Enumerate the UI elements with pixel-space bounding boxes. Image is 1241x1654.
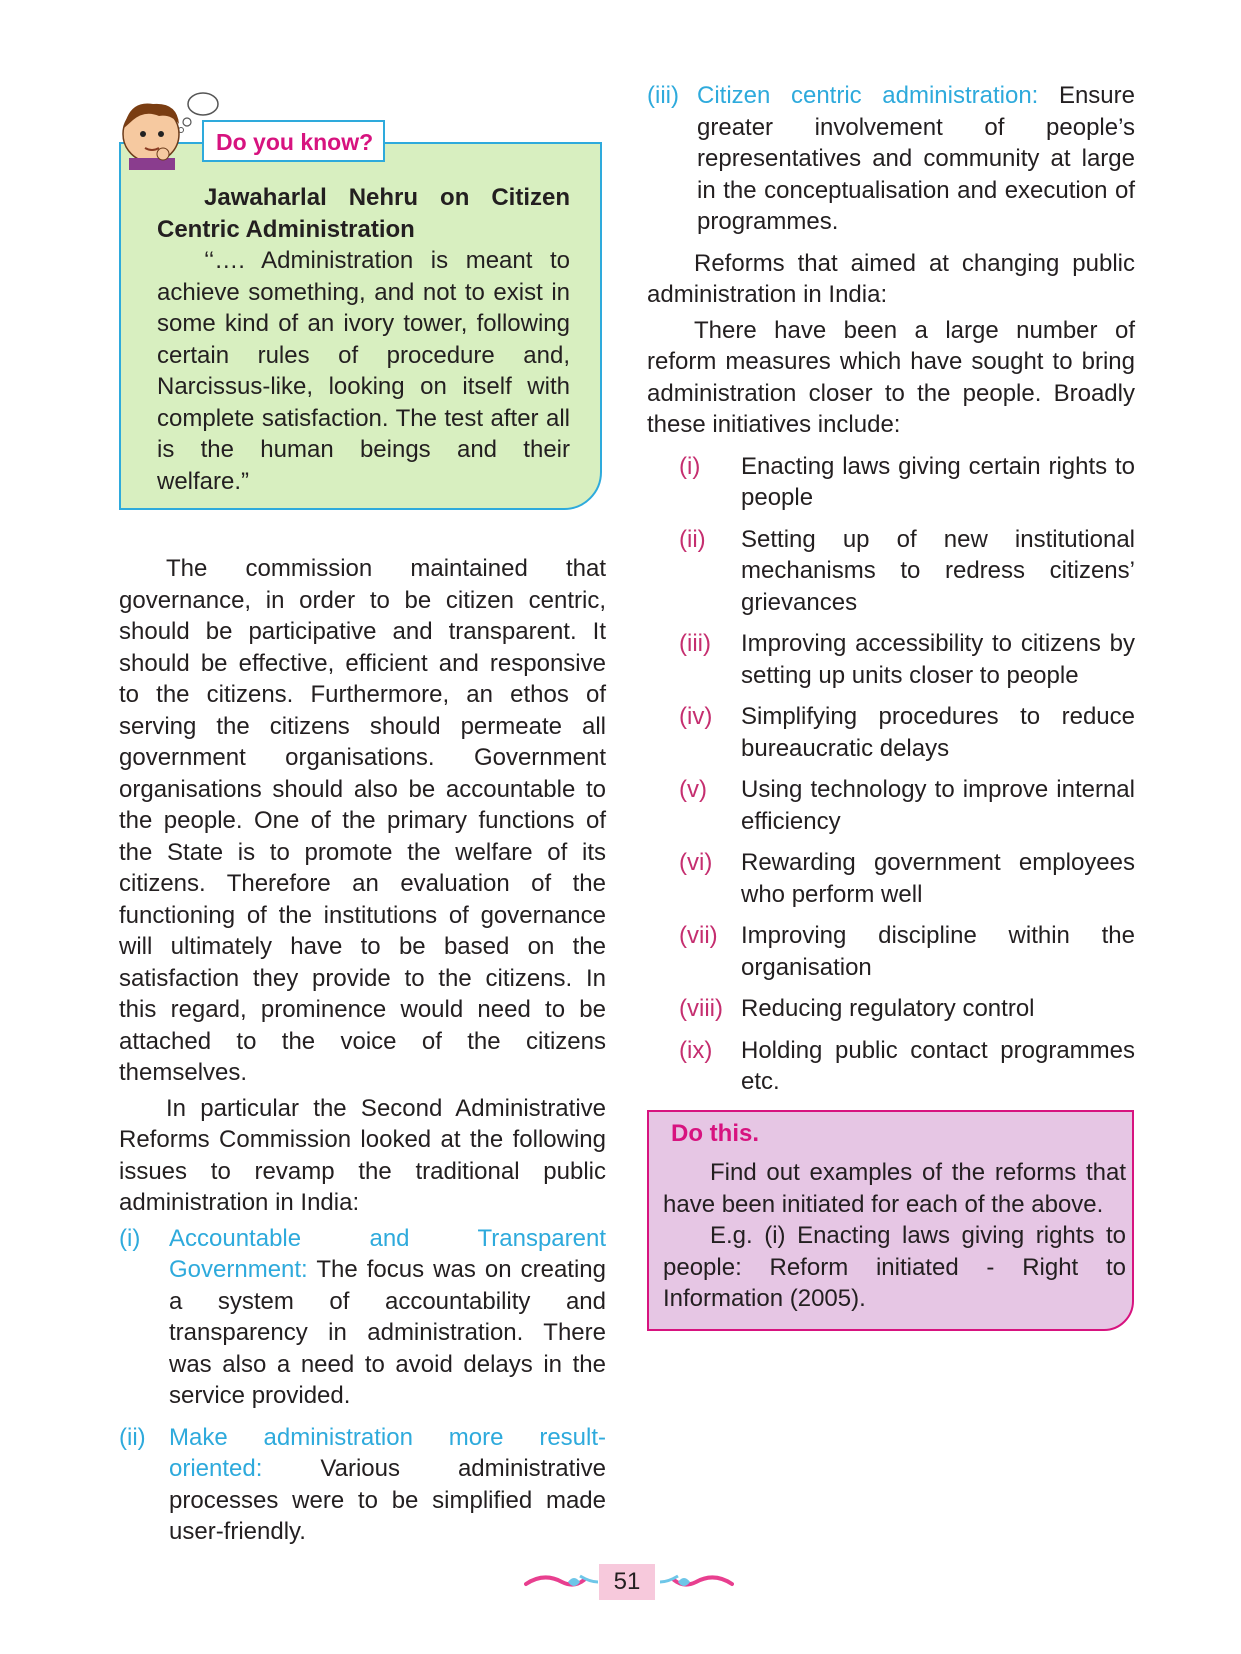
do-you-know-box xyxy=(119,90,606,515)
list-number: (vii) xyxy=(679,922,718,949)
reforms-intro: There have been a large number of reform measures which have sought to bring administration closer to the people. Broadly these initiatives include: xyxy=(647,316,1135,438)
issue-text: The focus was on creating a system of accountability and transparency in administration. There was also a need to avoid delays in the service provided. xyxy=(169,1256,606,1409)
do-this-text: Find out examples of the reforms that have been initiated for each of the above. xyxy=(663,1159,1126,1218)
issue-title: Citizen centric administration: xyxy=(697,82,1039,109)
list-item xyxy=(679,451,1135,514)
list-text: Simplifying procedures to reduce bureaucratic delays xyxy=(741,703,1135,762)
list-item xyxy=(679,920,1135,983)
list-text: Improving discipline within the organisation xyxy=(741,922,1135,981)
issue-text: Ensure greater involvement of people’s representatives and community at large in the conceptualisation and execution of programmes. xyxy=(697,82,1135,235)
list-number: (vi) xyxy=(679,849,713,876)
list-item xyxy=(679,847,1135,910)
page-number-ornament xyxy=(524,1564,734,1600)
page-number: 51 xyxy=(599,1564,655,1600)
do-you-know-content xyxy=(119,142,602,510)
left-column xyxy=(119,90,606,1558)
issue-title: Accountable and Transparent Government: xyxy=(169,1224,606,1283)
list-item xyxy=(679,1035,1135,1098)
issue-item xyxy=(119,1223,606,1412)
list-item xyxy=(679,628,1135,691)
do-this-title: Do this. xyxy=(671,1119,759,1147)
list-text: Rewarding government employees who perform well xyxy=(741,849,1135,908)
list-text: Using technology to improve internal efficiency xyxy=(741,776,1135,835)
list-text: Holding public contact programmes etc. xyxy=(741,1036,1135,1095)
list-text: Reducing regulatory control xyxy=(741,995,1035,1022)
list-number: (iii) xyxy=(679,630,711,657)
reforms-heading: Reforms that aimed at changing public administration in India: xyxy=(647,249,1135,308)
do-this-example: E.g. (i) Enacting laws giving rights to people: Reform initiated - Right to Information (2005). xyxy=(663,1222,1126,1312)
list-number: (i) xyxy=(679,452,701,480)
list-text: Improving accessibility to citizens by setting up units closer to people xyxy=(741,630,1135,689)
list-number: (viii) xyxy=(679,995,723,1022)
list-item xyxy=(679,524,1135,619)
do-this-box xyxy=(647,1110,1134,1331)
issue-number: (i) xyxy=(119,1224,141,1252)
issue-number: (ii) xyxy=(119,1423,146,1451)
initiatives-list xyxy=(647,451,1135,1098)
list-item xyxy=(679,701,1135,764)
issue-text: Various administrative processes were to be simplified made user-friendly. xyxy=(169,1455,606,1545)
issue-item xyxy=(119,1422,606,1548)
issue-number: (iii) xyxy=(647,82,679,109)
issue-item xyxy=(647,80,1135,238)
list-number: (ii) xyxy=(679,525,706,553)
arc-issues-intro: In particular the Second Administrative Reforms Commission looked at the following issues to revamp the traditional public administration in India: xyxy=(119,1094,606,1216)
list-item xyxy=(679,774,1135,837)
list-number: (v) xyxy=(679,776,707,803)
do-you-know-tab: Do you know? xyxy=(202,120,385,162)
issue-title: Make administration more result-oriented: xyxy=(169,1423,606,1482)
list-number: (iv) xyxy=(679,703,713,730)
list-number: (ix) xyxy=(679,1036,713,1064)
nehru-quote: ‘‘…. Administration is meant to achieve something, and not to exist in some kind of an ivory tower, following certain rules of procedure and, Narcissus-like, looking on itself with complete satisfaction. The test after all is the human beings and their welfare.” xyxy=(157,247,570,495)
right-column xyxy=(647,80,1135,1331)
list-item xyxy=(679,993,1135,1025)
nehru-quote-heading: Jawaharlal Nehru on Citizen Centric Administration xyxy=(157,184,570,243)
commission-paragraph: The commission maintained that governance, in order to be citizen centric, should be participative and transparent. It should be effective, efficient and responsive to the citizens. Furthermore, an ethos of serving the citizens should permeate all government organisations. Government organisations should also be accountable to the people. One of the primary functions of the State is to promote the welfare of its citizens. Therefore an evaluation of the functioning of the institutions of governance will ultimately have to be based on the satisfaction they provide to the citizens. In this regard, prominence would need to be attached to the voice of the citizens themselves. xyxy=(119,555,606,1086)
list-text: Setting up of new institutional mechanisms to redress citizens’ grievances xyxy=(741,525,1135,616)
list-text: Enacting laws giving certain rights to people xyxy=(741,452,1135,511)
